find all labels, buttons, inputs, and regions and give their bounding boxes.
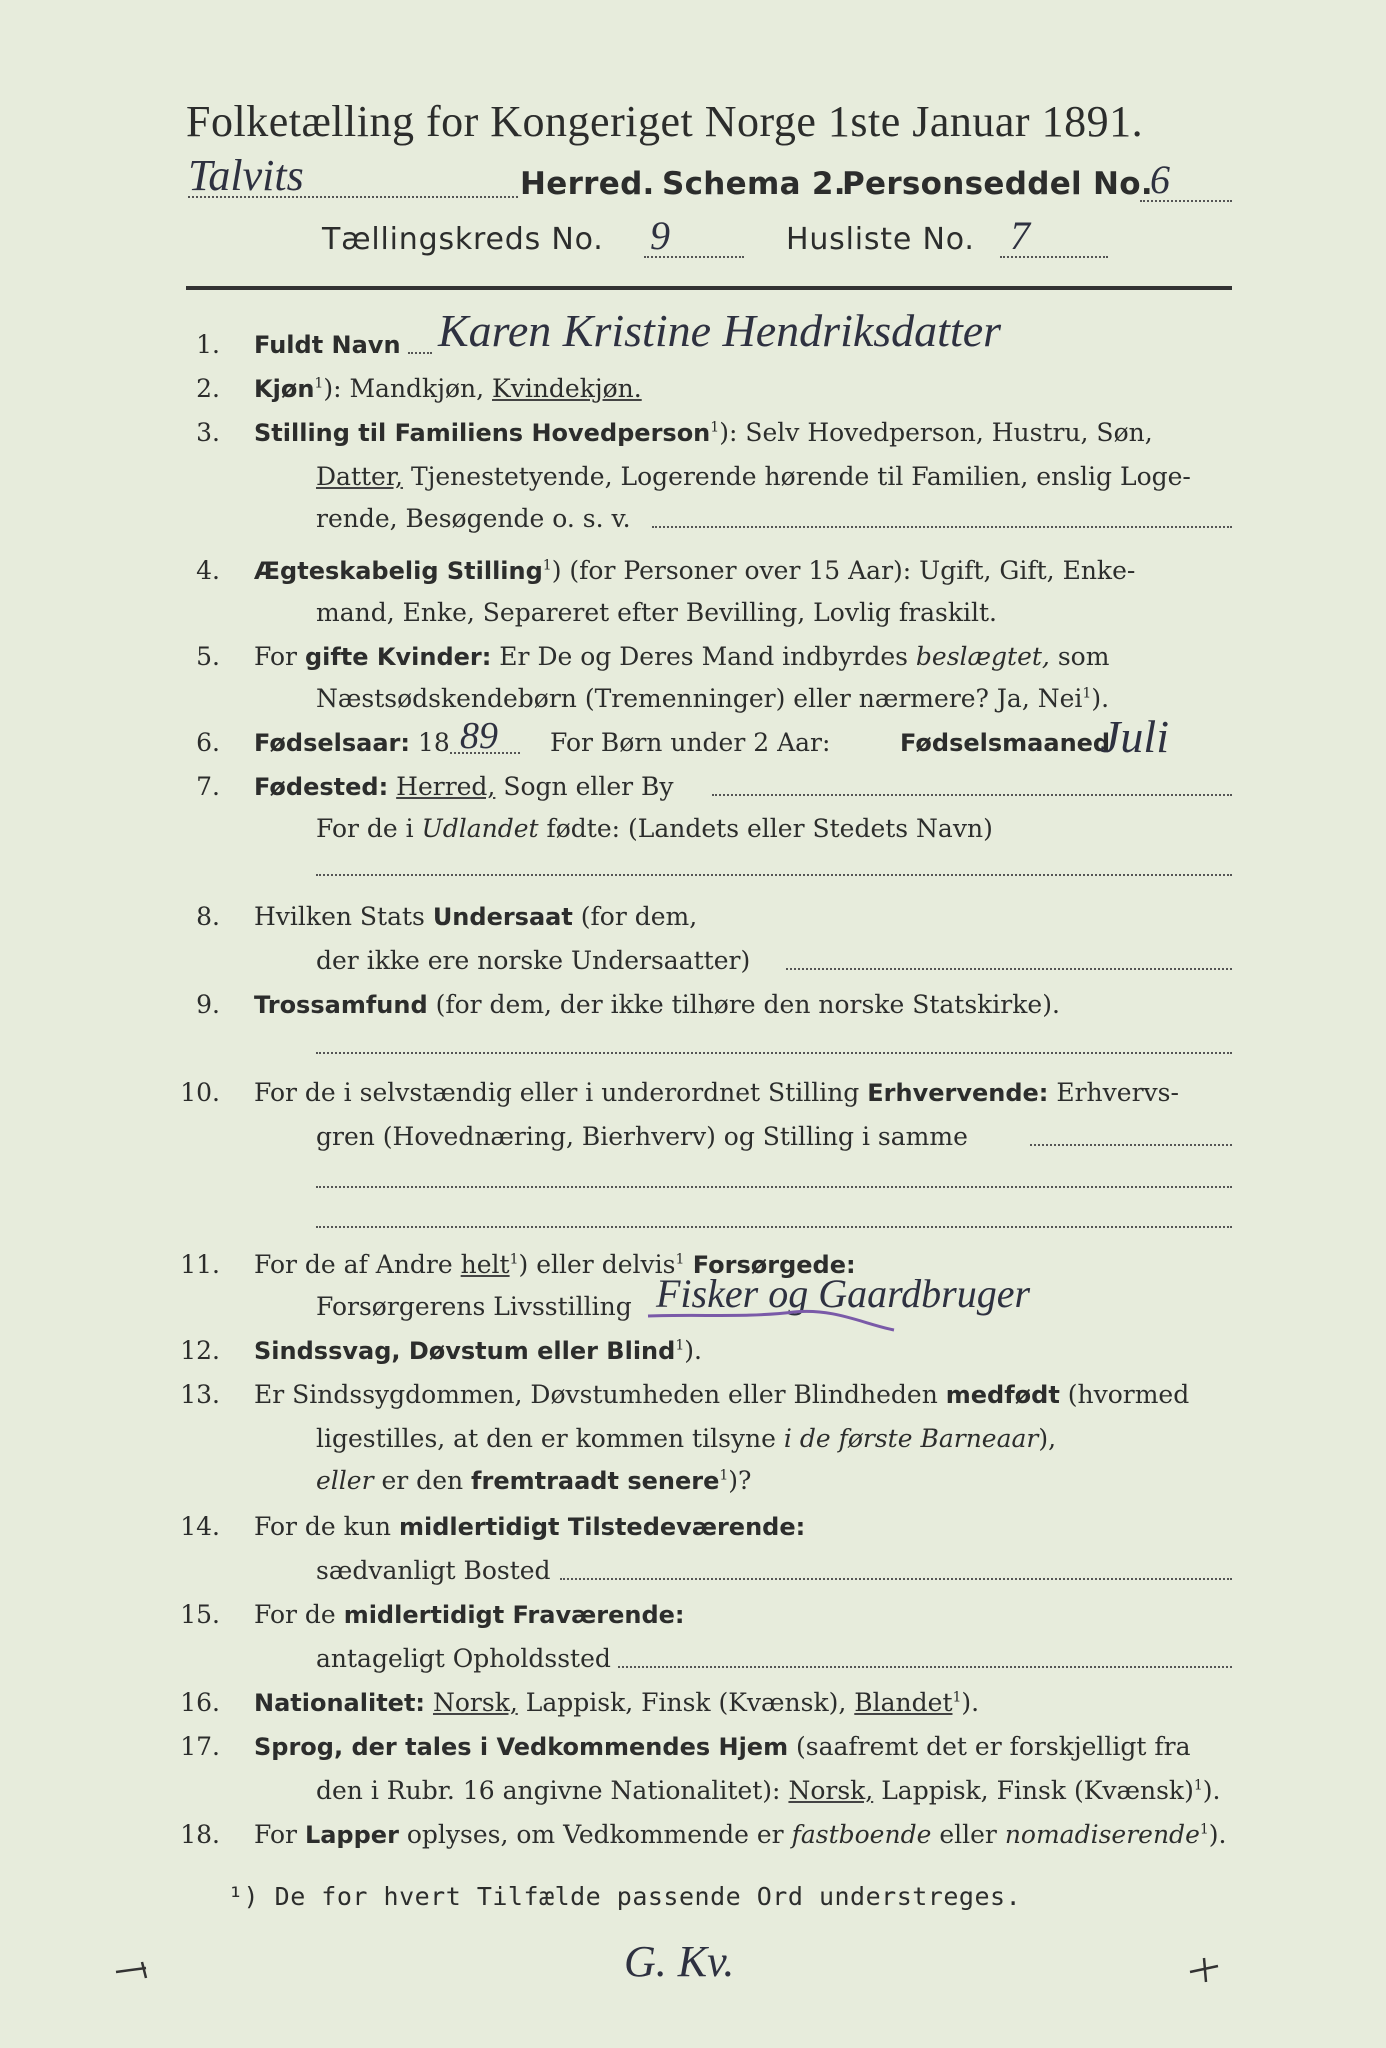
q16-label: Nationalitet:: [254, 1689, 426, 1717]
corner-mark-left: [112, 1958, 152, 1988]
q1-number: 1.: [196, 330, 220, 359]
q5-pre: For: [254, 642, 297, 671]
q8-label: Undersaat: [432, 903, 573, 931]
q11-provider-occupation: Fisker og Gaardbruger: [656, 1271, 1031, 1316]
herred-label: Herred.: [520, 166, 655, 202]
q4-number: 4.: [196, 556, 220, 585]
q13-label: medfødt: [945, 1381, 1060, 1409]
q4-line2: mand, Enke, Separeret efter Bevilling, Lovlig fraskilt.: [316, 598, 997, 627]
q11-text1b: ) eller delvis: [518, 1250, 676, 1279]
q10-dotline1: [1030, 1144, 1232, 1146]
q16-selected-option2: Blandet: [854, 1688, 953, 1717]
q17-line2: den i Rubr. 16 angivne Nationalitet): Norsk, Lappisk, Finsk (Kvænsk)$^1$).: [316, 1776, 1221, 1805]
q17-number: 17.: [180, 1732, 220, 1761]
husliste-label: Husliste No.: [786, 222, 975, 257]
q14-dotline: [560, 1578, 1232, 1580]
q8-line2: der ikke ere norske Undersaatter): [316, 946, 751, 975]
q4-line1: [254, 556, 1135, 585]
q10-label: Erhvervende:: [867, 1079, 1049, 1107]
q2-line: [254, 374, 642, 403]
kreds-label: Tællingskreds No.: [322, 222, 604, 257]
q18-number: 18.: [180, 1820, 220, 1849]
q4-label: Ægteskabelig Stilling: [254, 557, 543, 585]
q6-number: 6.: [196, 728, 220, 757]
q11-number: 11.: [180, 1250, 220, 1279]
q3-line1: [254, 418, 1153, 447]
q14-label: midlertidigt Tilstedeværende:: [398, 1513, 806, 1541]
herred-dotline: [188, 196, 518, 198]
q6-line: [254, 728, 450, 757]
q5-footnote-mark: 1: [1082, 685, 1092, 702]
header-rule: [186, 286, 1232, 290]
q7-selected-option: Herred,: [396, 772, 496, 801]
q9-dotline: [316, 1052, 1232, 1054]
q11-line2: Forsørgerens Livsstilling: [316, 1292, 632, 1321]
q16-number: 16.: [180, 1688, 220, 1717]
q13-line1: [254, 1380, 1189, 1409]
q7-dotline: [712, 794, 1232, 796]
q16-line: Nationalitet: Norsk, Lappisk, Finsk (Kvænsk), Blandet$^1$).: [254, 1688, 980, 1717]
q18-text2: eller: [931, 1820, 1005, 1849]
q13-text2a: ligestilles, at den er kommen tilsyne: [316, 1424, 784, 1453]
q16-footnote-mark: 1: [952, 1689, 962, 1706]
personseddel-label: Personseddel No.: [842, 166, 1153, 202]
q13-label2: fremtraadt senere: [471, 1467, 720, 1495]
corner-mark-right: [1184, 1952, 1224, 1988]
q9-number: 9.: [196, 990, 220, 1019]
q10-line1: [254, 1078, 1179, 1107]
q9-text: (for dem, der ikke tilhøre den norske Statskirke).: [427, 990, 1060, 1019]
q6-dotline: [450, 752, 520, 754]
personseddel-dotline: [1140, 200, 1232, 202]
footnote: ¹) De for hvert Tilfælde passende Ord understreges.: [228, 1882, 1022, 1911]
q18-italic1: fastboende: [791, 1820, 932, 1849]
q11-text1a: For de af Andre: [254, 1250, 461, 1279]
q6-birth-year: 89: [460, 715, 498, 757]
q12-line: Sindssvag, Døvstum eller Blind$^1$).: [254, 1336, 702, 1365]
q6-prefix: 18: [417, 728, 450, 757]
q8-line1: [254, 902, 697, 931]
q12-number: 12.: [180, 1336, 220, 1365]
q17-footnote-mark: 1: [1193, 1777, 1203, 1794]
q17-text2b: Lappisk, Finsk (Kvænsk): [873, 1776, 1194, 1805]
q3-label: Stilling til Familiens Hovedperson: [254, 419, 711, 447]
husliste-no: 7: [1010, 213, 1030, 258]
q14-number: 14.: [180, 1512, 220, 1541]
q13-italic: i de første Barneaar: [783, 1424, 1039, 1453]
q13-italic2: eller: [316, 1466, 374, 1495]
q6-under2: For Børn under 2 Aar:: [550, 728, 831, 757]
q2-number: 2.: [196, 374, 220, 403]
q13-line3: [316, 1466, 751, 1495]
q3-line3: rende, Besøgende o. s. v.: [316, 504, 631, 533]
q9-label: Trossamfund: [254, 991, 428, 1019]
q10-dotline2: [316, 1186, 1232, 1188]
q13-line2: [316, 1424, 1056, 1453]
q9-line: [254, 990, 1060, 1019]
q8-dotline: [786, 968, 1232, 970]
q10-line2: gren (Hovednæring, Bierhverv) og Stilling i samme: [316, 1122, 968, 1151]
q12-label: Sindssvag, Døvstum eller Blind: [254, 1337, 676, 1365]
herred-handwritten: Talvits: [188, 151, 304, 200]
q3-text2: Tjenestetyende, Logerende hørende til Familien, enslig Loge-: [403, 462, 1191, 491]
personseddel-no: 6: [1150, 157, 1170, 202]
q17-text2a: den i Rubr. 16 angivne Nationalitet):: [316, 1776, 789, 1805]
q14-line1: [254, 1512, 805, 1541]
q11-footnote-mark1: 1: [509, 1251, 519, 1268]
q16-text: Lappisk, Finsk (Kvænsk),: [517, 1688, 855, 1717]
q7-line1: [254, 772, 674, 801]
q8-text1a: Hvilken Stats: [254, 902, 433, 931]
q5-text1: Er De og Deres Mand indbyrdes: [491, 642, 916, 671]
q7-text2b: fødte: (Landets eller Stedets Navn): [538, 814, 993, 843]
q3-dotline: [652, 526, 1232, 528]
q15-text1a: For de: [254, 1600, 344, 1629]
q6-birth-month: Juli: [1100, 711, 1169, 762]
q5-italic: beslægtet,: [915, 642, 1050, 671]
schema-label: Schema 2.: [662, 166, 846, 202]
q6-label2: Fødselsmaaned: [900, 729, 1111, 757]
q17-line1: [254, 1732, 1191, 1761]
q18-text3: ).: [1208, 1820, 1227, 1849]
q4-text1: ) (for Personer over 15 Aar): Ugift, Gift, Enke-: [551, 556, 1136, 585]
q3-number: 3.: [196, 418, 220, 447]
q6-label: Fødselsaar:: [254, 729, 410, 757]
q17-text1: (saafremt det er forskjelligt fra: [788, 1732, 1191, 1761]
q13-text1a: Er Sindssygdommen, Døvstumheden eller Blindheden: [254, 1380, 946, 1409]
kreds-no: 9: [650, 213, 670, 258]
q5-line1: [254, 642, 1109, 671]
q7-line2: [316, 814, 993, 843]
q7-dotline2: [316, 874, 1232, 876]
q14-line2: sædvanligt Bosted: [316, 1556, 551, 1585]
q17-label: Sprog, der tales i Vedkommendes Hjem: [254, 1733, 789, 1761]
q15-dotline: [618, 1666, 1232, 1668]
q2-text: ): Mandkjøn,: [323, 374, 485, 403]
q5-line2: Næstsødskendebørn (Tremenninger) eller nærmere? Ja, Nei$^1$).: [316, 684, 1110, 713]
q2-label: Kjøn: [254, 375, 315, 403]
q17-selected-option: Norsk,: [788, 1776, 874, 1805]
q8-text1b: (for dem,: [572, 902, 698, 931]
q13-text3b: )?: [728, 1466, 752, 1495]
husliste-dotline: [1000, 256, 1108, 258]
q7-label: Fødested:: [254, 773, 389, 801]
q11-purple-underline: [644, 1296, 904, 1336]
q15-label: midlertidigt Fraværende:: [343, 1601, 685, 1629]
q10-text1a: For de i selvstændig eller i underordnet Stilling: [254, 1078, 868, 1107]
q18-footnote-mark: 1: [1199, 1821, 1209, 1838]
q18-label: Lapper: [304, 1821, 399, 1849]
q1-dotline: [408, 352, 432, 354]
q16-selected-option1: Norsk,: [432, 1688, 518, 1717]
q10-dotline3: [316, 1226, 1232, 1228]
q13-footnote-mark: 1: [719, 1467, 729, 1484]
q13-text2b: ),: [1038, 1424, 1057, 1453]
q15-line1: [254, 1600, 685, 1629]
q18-text1: oplyses, om Vedkommende er: [398, 1820, 792, 1849]
q14-text1a: For de kun: [254, 1512, 399, 1541]
q3-line2: [316, 462, 1191, 491]
q3-selected-option: Datter,: [316, 462, 403, 491]
q13-text1b: (hvormed: [1059, 1380, 1190, 1409]
q11-footnote-mark2: 1: [675, 1251, 685, 1268]
enumerator-initials: G. Kv.: [624, 1937, 735, 1986]
q13-number: 13.: [180, 1380, 220, 1409]
q1-label: Fuldt Navn: [254, 331, 401, 359]
kreds-dotline: [644, 256, 744, 258]
q11-selected-option: helt: [460, 1250, 510, 1279]
q18-pre: For: [254, 1820, 305, 1849]
q12-footnote-mark: 1: [675, 1337, 685, 1354]
q7-number: 7.: [196, 772, 220, 801]
q5-number: 5.: [196, 642, 220, 671]
q4-footnote-mark: 1: [542, 557, 552, 574]
q10-number: 10.: [180, 1078, 220, 1107]
q18-line: [254, 1820, 1227, 1849]
q3-text1: ): Selv Hovedperson, Hustru, Søn,: [719, 418, 1153, 447]
q15-number: 15.: [180, 1600, 220, 1629]
q5-text1b: som: [1049, 642, 1110, 671]
q7-italic: Udlandet: [421, 814, 539, 843]
q1-full-name: Karen Kristine Hendriksdatter: [438, 305, 1002, 356]
form-title: Folketælling for Kongeriget Norge 1ste Januar 1891.: [186, 97, 1144, 146]
q13-text3a: er den: [373, 1466, 472, 1495]
q11-label: Forsørgede:: [684, 1251, 856, 1279]
q5-text2: Næstsødskendebørn (Tremenninger) eller nærmere? Ja, Nei: [316, 684, 1083, 713]
q10-text1b: Erhvervs-: [1048, 1078, 1179, 1107]
q7-text2a: For de i: [316, 814, 422, 843]
q2-selected-option: Kvindekjøn.: [492, 374, 642, 403]
q3-footnote-mark: 1: [710, 419, 720, 436]
q8-number: 8.: [196, 902, 220, 931]
q7-text: Sogn eller By: [495, 772, 674, 801]
q5-label: gifte Kvinder:: [304, 643, 492, 671]
q18-italic2: nomadiserende: [1004, 1820, 1200, 1849]
q15-line2: antageligt Opholdssted: [316, 1644, 611, 1673]
q2-footnote-mark: 1: [314, 375, 324, 392]
